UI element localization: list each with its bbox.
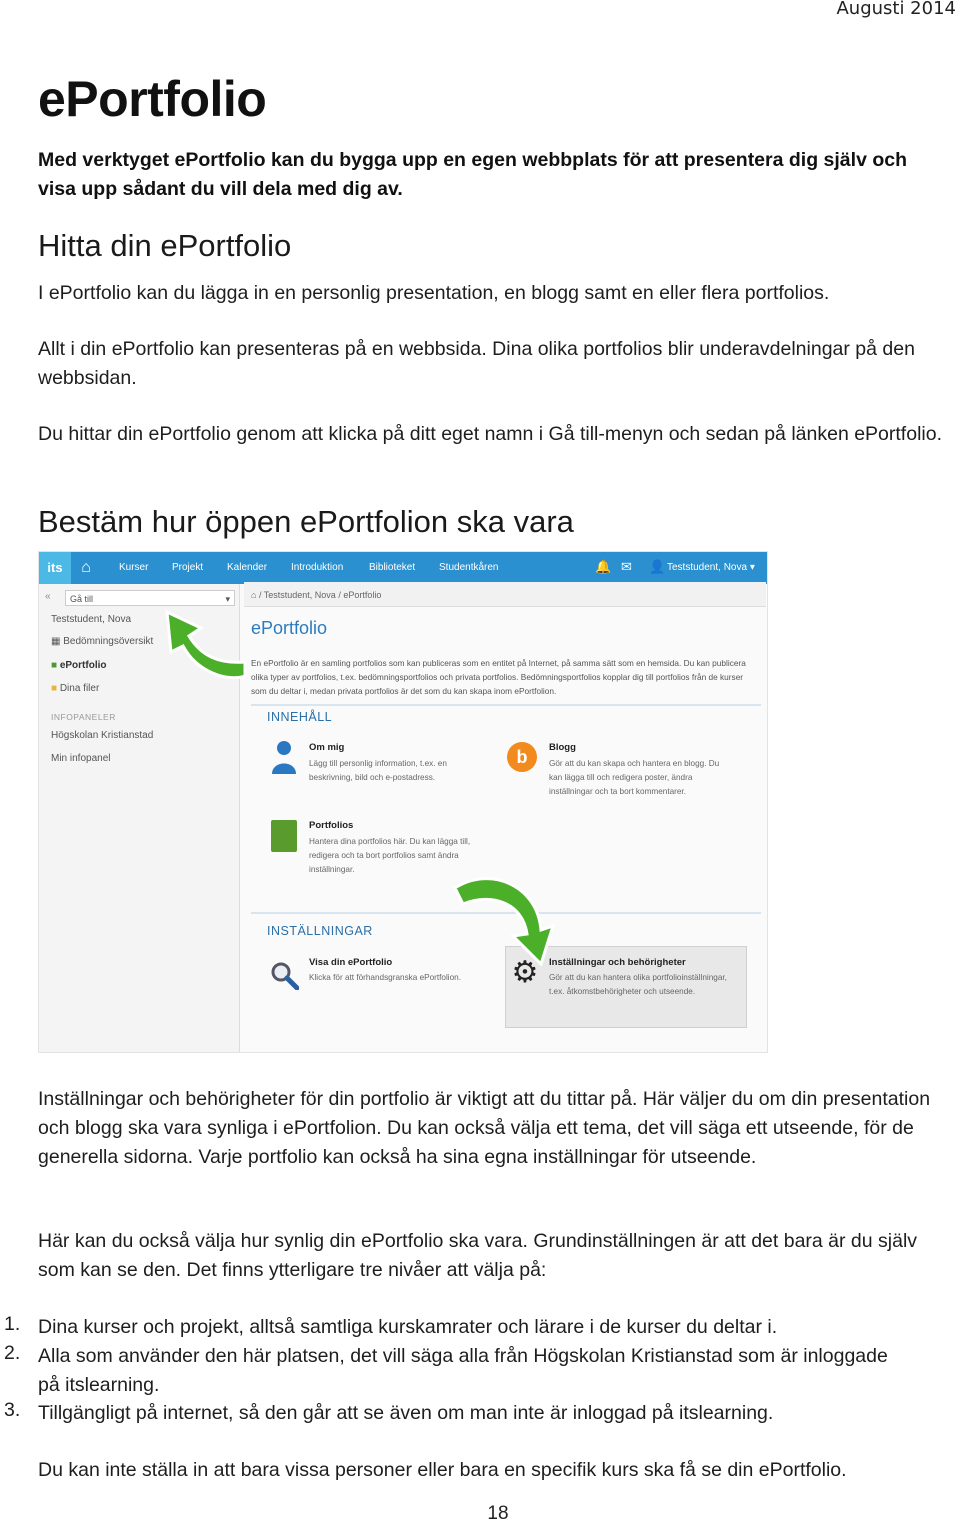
list-number: 2.: [4, 1342, 21, 1364]
its-logo: its: [39, 552, 71, 584]
paragraph: Inställningar och behörigheter för din portfolio är viktigt att du tittar på. Här väljer du om din presentation och blogg ska vara synliga i ePortfolion. Du kan också välja ett tema, det vill säga ett utseende, för de generella sidorna. Varje portfolio kan också ha sina egna inställningar för utseende.: [38, 1088, 931, 1168]
home-icon[interactable]: ⌂: [81, 559, 91, 576]
bell-icon[interactable]: 🔔: [595, 559, 612, 574]
item-title-portfolios[interactable]: Portfolios: [309, 820, 354, 831]
sidebar-item-my-infopanel[interactable]: Min infopanel: [51, 753, 111, 764]
green-arrow-icon: [449, 868, 561, 966]
item-desc-about: Lägg till personlig information, t.ex. en beskrivning, bild och e-postadress.: [309, 759, 447, 782]
top-navigation-bar: [39, 552, 767, 584]
section-heading-visibility: Bestäm hur öppen ePortfolion ska vara: [38, 504, 574, 539]
setting-title-preview[interactable]: Visa din ePortfolio: [309, 957, 393, 968]
setting-desc-preview: Klicka för att förhandsgranska ePortfolion.: [309, 973, 462, 982]
sidebar-item-user[interactable]: Teststudent, Nova: [51, 614, 132, 625]
list-item: Tillgängligt på internet, så den går att se även om man inte är inloggad på itslearning.: [38, 1402, 774, 1424]
settings-heading: INSTÄLLNINGAR: [267, 924, 373, 938]
portfolio-book-icon: [271, 820, 297, 852]
breadcrumb[interactable]: ⌂ / Teststudent, Nova / ePortfolio: [251, 590, 382, 600]
list-item: Alla som använder den här platsen, det vill säga alla från Högskolan Kristianstad som är inloggade på itslearning.: [38, 1345, 888, 1396]
page-number: 18: [487, 1503, 509, 1524]
item-desc-blog: Gör att du kan skapa och hantera en blogg. Du kan lägga till och redigera poster, ändra inställningar och ta bort kommentarer.: [549, 759, 720, 796]
paragraph: Här kan du också välja hur synlig din ePortfolio ska vara. Grundinställningen är att det bara är du själv som kan se den. Det finns ytterligare tre nivåer att välja på:: [38, 1230, 918, 1281]
sidebar-item-assessment[interactable]: ▦ Bedömningsöversikt: [51, 636, 154, 647]
paragraph: Du kan inte ställa in att bara vissa personer eller bara en specifik kurs ska få se din ePortfolio.: [38, 1459, 847, 1481]
infopanel-heading: INFOPANELER: [51, 712, 116, 722]
list-number: 3.: [4, 1399, 21, 1421]
magnifier-icon: [269, 960, 299, 990]
nav-item-calendar[interactable]: Kalender: [227, 562, 268, 573]
nav-item-student-union[interactable]: Studentkåren: [439, 562, 499, 573]
gear-icon: ⚙: [511, 956, 539, 989]
item-desc-portfolios: Hantera dina portfolios här. Du kan lägga till, redigera och ta bort portfolios samt ändra inställningar.: [309, 837, 471, 874]
setting-desc-permissions: Gör att du kan hantera olika portfolioinställningar, t.ex. åtkomstbehörigheter och utseende.: [549, 973, 727, 996]
content-heading: INNEHÅLL: [267, 710, 333, 724]
sidebar-item-eportfolio[interactable]: ■ ePortfolio: [51, 660, 107, 671]
nav-item-introduction[interactable]: Introduktion: [291, 562, 344, 573]
list-item: Dina kurser och projekt, alltså samtliga kurskamrater och lärare i de kurser du deltar i.: [38, 1316, 778, 1338]
intro-text: En ePortfolio är en samling portfolios som kan publiceras som en entitet på Internet, på samma sätt som en hemsida. Du kan publicera olika typer av portfolios, t.ex. bedömningsportfolios och privata portfolios. Bedömningsportfolios kopplar dig till portfolios från de kurser som du deltar i, medan privata portfolios är det som du kan skapa inom ePortfolion.: [251, 658, 746, 696]
list-number: 1.: [4, 1313, 21, 1335]
sidebar-item-hkr[interactable]: Högskolan Kristianstad: [51, 730, 154, 741]
divider: [251, 704, 761, 706]
paragraph: Allt i din ePortfolio kan presenteras på en webbsida. Dina olika portfolios blir underavdelningar på den webbsidan.: [38, 338, 915, 389]
user-icon: 👤: [649, 559, 666, 574]
person-icon: [271, 740, 297, 774]
section-heading-find: Hitta din ePortfolio: [38, 228, 292, 263]
paragraph: I ePortfolio kan du lägga in en personlig presentation, en blogg samt en eller flera portfolios.: [38, 282, 830, 304]
lead-paragraph: Med verktyget ePortfolio kan du bygga upp en egen webbplats för att presentera dig själv och visa upp sådant du vill dela med dig av.: [38, 149, 907, 200]
eportfolio-screenshot: [38, 551, 768, 1053]
blog-icon: b: [507, 742, 537, 772]
goto-select[interactable]: Gå till ▾: [65, 590, 235, 606]
item-title-blog[interactable]: Blogg: [549, 742, 576, 753]
nav-item-projects[interactable]: Projekt: [172, 562, 204, 573]
green-arrow-icon: [157, 606, 253, 686]
chevron-down-icon: ▾: [225, 594, 230, 604]
setting-title-permissions[interactable]: Inställningar och behörigheter: [549, 957, 686, 968]
content-title: ePortfolio: [251, 618, 328, 638]
page-title: ePortfolio: [38, 71, 267, 127]
sidebar-item-files[interactable]: ■ Dina filer: [51, 683, 100, 694]
header-date: Augusti 2014: [836, 0, 956, 19]
user-menu[interactable]: Teststudent, Nova ▾: [667, 562, 755, 573]
nav-item-courses[interactable]: Kurser: [119, 562, 149, 573]
mail-icon[interactable]: ✉: [621, 559, 632, 574]
collapse-icon[interactable]: «: [45, 591, 51, 602]
nav-item-library[interactable]: Biblioteket: [369, 562, 416, 573]
item-title-about[interactable]: Om mig: [309, 742, 345, 753]
paragraph: Du hittar din ePortfolio genom att klicka på ditt eget namn i Gå till-menyn och sedan på länken ePortfolio.: [38, 423, 942, 445]
